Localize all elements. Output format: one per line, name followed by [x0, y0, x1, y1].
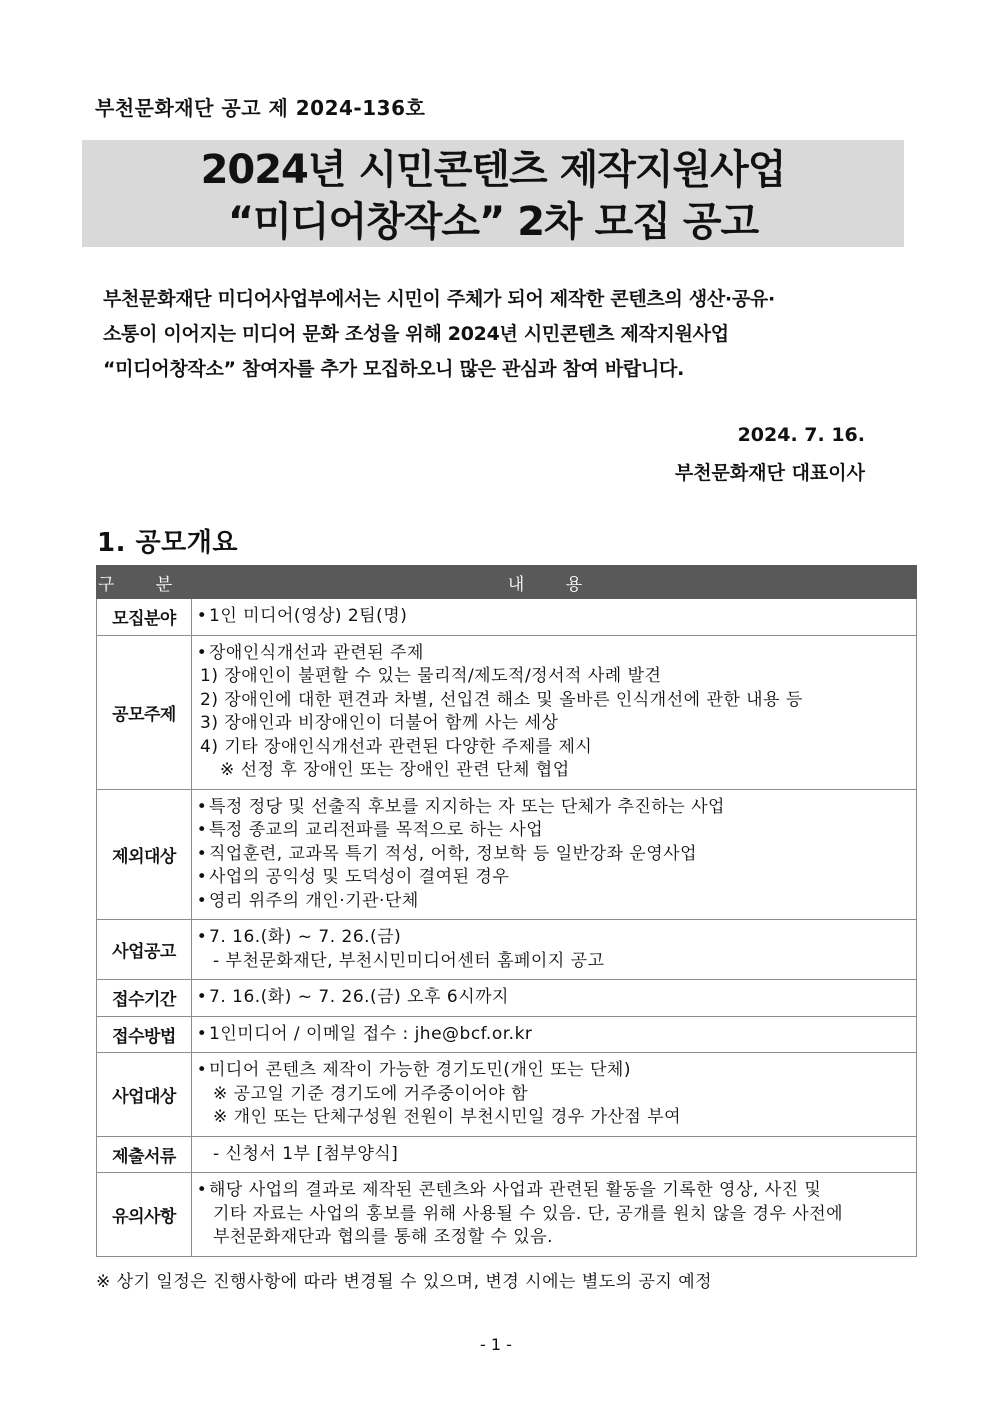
- table-row: [97, 1016, 917, 1053]
- row-content: [192, 789, 917, 920]
- title-line-2: “미디어창작소” 2차 모집 공고: [227, 199, 759, 245]
- row-category: 모집분야: [97, 599, 192, 636]
- continuation-line: 부천문화재단과 협의를 통해 조정할 수 있음.: [213, 1227, 554, 1247]
- numbered-line: 4) 기타 장애인식개선과 관련된 다양한 주제를 제시: [200, 736, 593, 757]
- row-category: 사업대상: [97, 1053, 192, 1137]
- header-category: 구 분: [97, 566, 192, 599]
- table-row: [97, 980, 917, 1017]
- bullet-line: • 1인미디어 / 이메일 접수 : jhe@bcf.or.kr: [195, 1023, 910, 1047]
- bullet-line: • 장애인식개선과 관련된 주제: [195, 642, 910, 666]
- bullet-line: • 해당 사업의 결과로 제작된 콘텐츠와 사업과 관련된 활동을 기록한 영상, 사진 및: [195, 1179, 910, 1203]
- bullet-line: • 사업의 공익성 및 도덕성이 결여된 경우: [195, 866, 910, 890]
- row-category: 제외대상: [97, 789, 192, 920]
- row-content: [192, 635, 917, 789]
- title-line-1: 2024년 시민콘텐츠 제작지원사업: [200, 147, 786, 193]
- intro-line: 소통이 이어지는 미디어 문화 조성을 위해 2024년 시민콘텐츠 제작지원사업: [103, 323, 729, 345]
- row-content: [192, 1016, 917, 1053]
- bullet-line: • 특정 종교의 교리전파를 목적으로 하는 사업: [195, 819, 910, 843]
- notice-number: 부천문화재단 공고 제 2024-136호: [95, 96, 426, 120]
- page-number: - 1 -: [480, 1335, 512, 1354]
- row-category: 사업공고: [97, 920, 192, 980]
- intro-paragraph: [103, 282, 893, 387]
- note-line: ※ 개인 또는 단체구성원 전원이 부천시민일 경우 가산점 부여: [213, 1107, 682, 1127]
- row-category: 접수방법: [97, 1016, 192, 1053]
- row-category: 공모주제: [97, 635, 192, 789]
- row-content: [192, 599, 917, 636]
- row-content: [192, 920, 917, 980]
- numbered-line: 3) 장애인과 비장애인이 더불어 함께 사는 세상: [200, 713, 559, 733]
- signer: 부천문화재단 대표이사: [674, 462, 865, 484]
- bullet-line: • 7. 16.(화) ~ 7. 26.(금): [195, 926, 910, 950]
- bullet-line: • 1인 미디어(영상) 2팀(명): [195, 605, 910, 629]
- intro-line: 부천문화재단 미디어사업부에서는 시민이 주체가 되어 제작한 콘텐츠의 생산·공유·: [103, 288, 775, 310]
- title-banner: [82, 140, 904, 247]
- intro-line: “미디어창작소” 참여자를 추가 모집하오니 많은 관심과 참여 바랍니다.: [103, 358, 685, 380]
- bullet-line: • 특정 정당 및 선출직 후보를 지지하는 자 또는 단체가 추진하는 사업: [195, 796, 910, 820]
- overview-table: [96, 565, 917, 1257]
- row-content: [192, 1173, 917, 1257]
- table-header-row: [97, 566, 917, 599]
- table-row: [97, 1053, 917, 1137]
- row-category: 접수기간: [97, 980, 192, 1017]
- table-row: [97, 1173, 917, 1257]
- table-row: [97, 599, 917, 636]
- row-category: 제출서류: [97, 1136, 192, 1173]
- table-row: [97, 1136, 917, 1173]
- row-content: [192, 1053, 917, 1137]
- row-category: 유의사항: [97, 1173, 192, 1257]
- notice-date: 2024. 7. 16.: [737, 424, 865, 446]
- table-row: [97, 789, 917, 920]
- table-row: [97, 635, 917, 789]
- bullet-line: • 영리 위주의 개인·기관·단체: [195, 890, 910, 914]
- continuation-line: 기타 자료는 사업의 홍보를 위해 사용될 수 있음. 단, 공개를 원치 않을 경우 사전에: [213, 1203, 844, 1224]
- bullet-line: • 7. 16.(화) ~ 7. 26.(금) 오후 6시까지: [195, 986, 910, 1010]
- row-content: [192, 980, 917, 1017]
- numbered-line: 1) 장애인이 불편할 수 있는 물리적/제도적/정서적 사례 발견: [200, 666, 662, 686]
- row-content: [192, 1136, 917, 1173]
- numbered-line: 2) 장애인에 대한 편견과 차별, 선입견 해소 및 올바른 인식개선에 관한 내용 등: [200, 689, 803, 710]
- header-content: 내 용: [192, 566, 917, 599]
- sub-line: - 부천문화재단, 부천시민미디어센터 홈페이지 공고: [213, 950, 605, 971]
- note-line: ※ 공고일 기준 경기도에 거주중이어야 함: [213, 1083, 529, 1104]
- bullet-line: • 직업훈련, 교과목 특기 적성, 어학, 정보학 등 일반강좌 운영사업: [195, 843, 910, 867]
- note-line: ※ 선정 후 장애인 또는 장애인 관련 단체 협업: [220, 760, 570, 780]
- schedule-footnote: ※ 상기 일정은 진행사항에 따라 변경될 수 있으며, 변경 시에는 별도의 공지 예정: [96, 1272, 713, 1292]
- sub-line: - 신청서 1부 [첨부양식]: [213, 1143, 399, 1164]
- bullet-line: • 미디어 콘텐츠 제작이 가능한 경기도민(개인 또는 단체): [195, 1059, 910, 1083]
- table-row: [97, 920, 917, 980]
- section-title: 1. 공모개요: [97, 528, 238, 558]
